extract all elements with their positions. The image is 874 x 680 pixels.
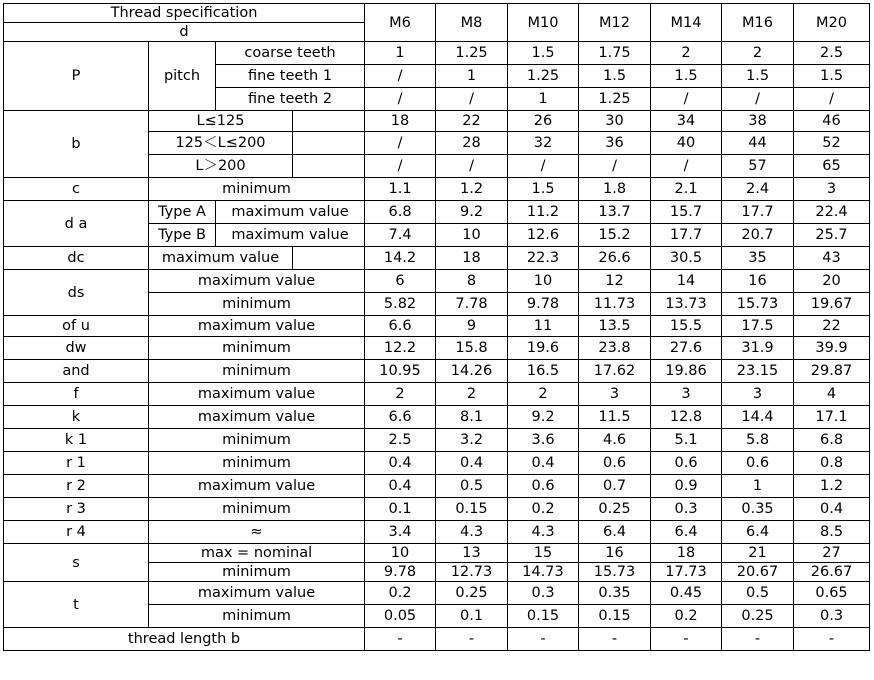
cell: 0.05 xyxy=(365,605,436,628)
row-sublabel: maximum value xyxy=(149,475,365,498)
cell: 14.4 xyxy=(722,406,794,429)
cell: 11.2 xyxy=(508,201,579,224)
cell: 0.3 xyxy=(508,582,579,605)
cell: 14.2 xyxy=(365,247,436,270)
cell: 3.4 xyxy=(365,521,436,544)
cell: 2.1 xyxy=(651,178,722,201)
cell: 1.5 xyxy=(508,42,579,65)
cell: 0.25 xyxy=(722,605,794,628)
row-label: k xyxy=(4,406,149,429)
cell: 0.5 xyxy=(722,582,794,605)
cell: 19.67 xyxy=(794,293,870,316)
cell: 0.8 xyxy=(794,452,870,475)
cell: 1.5 xyxy=(579,65,651,88)
cell: 20.7 xyxy=(722,224,794,247)
cell: 23.8 xyxy=(579,337,651,360)
cell: 29.87 xyxy=(794,360,870,383)
row-label: r 3 xyxy=(4,498,149,521)
cell: 1.25 xyxy=(579,88,651,111)
cell: 40 xyxy=(651,132,722,155)
cell: 0.15 xyxy=(436,498,508,521)
cell: 0.4 xyxy=(436,452,508,475)
cell: / xyxy=(365,132,436,155)
row-sublabel: coarse teeth xyxy=(216,42,365,65)
cell: 14.26 xyxy=(436,360,508,383)
cell: 5.1 xyxy=(651,429,722,452)
cell: / xyxy=(365,65,436,88)
cell: 19.6 xyxy=(508,337,579,360)
cell: 2 xyxy=(365,383,436,406)
cell: 12.8 xyxy=(651,406,722,429)
empty-cell xyxy=(293,247,365,270)
cell: 36 xyxy=(579,132,651,155)
cell: 17.73 xyxy=(651,563,722,582)
cell: 9.78 xyxy=(508,293,579,316)
table-row xyxy=(4,452,870,475)
cell: 9.2 xyxy=(508,406,579,429)
row-label: s xyxy=(4,544,149,582)
cell: 9.2 xyxy=(436,201,508,224)
table-row xyxy=(4,628,870,651)
cell: 0.4 xyxy=(794,498,870,521)
row-label: dw xyxy=(4,337,149,360)
cell: 0.25 xyxy=(436,582,508,605)
cell: 6.6 xyxy=(365,316,436,337)
cell: 1 xyxy=(436,65,508,88)
cell: 0.6 xyxy=(651,452,722,475)
cell: 1 xyxy=(508,88,579,111)
cell: 6.8 xyxy=(794,429,870,452)
table-row xyxy=(4,582,870,605)
cell: / xyxy=(436,88,508,111)
cell: 2.5 xyxy=(794,42,870,65)
row-sublabel: maximum value xyxy=(149,383,365,406)
cell: 5.82 xyxy=(365,293,436,316)
cell: 17.5 xyxy=(722,316,794,337)
row-label: f xyxy=(4,383,149,406)
row-sublabel: maximum value xyxy=(216,201,365,224)
table-row xyxy=(4,247,870,270)
row-label: and xyxy=(4,360,149,383)
row-sublabel: maximum value xyxy=(149,406,365,429)
cell: - xyxy=(794,628,870,651)
thread-spec-label: Thread specification xyxy=(4,4,365,23)
cell: 0.1 xyxy=(365,498,436,521)
cell: 1.8 xyxy=(579,178,651,201)
cell: 11.73 xyxy=(579,293,651,316)
cell: 3.2 xyxy=(436,429,508,452)
cell: 2 xyxy=(651,42,722,65)
cell: 2.4 xyxy=(722,178,794,201)
cell: 6.8 xyxy=(365,201,436,224)
cell: 0.65 xyxy=(794,582,870,605)
row-sublabel: maximum value xyxy=(149,270,365,293)
empty-cell xyxy=(293,111,365,132)
row-label: P xyxy=(4,42,149,111)
cell: 1.75 xyxy=(579,42,651,65)
cell: 22.4 xyxy=(794,201,870,224)
cell: 17.62 xyxy=(579,360,651,383)
table-row xyxy=(4,337,870,360)
cell: 14 xyxy=(651,270,722,293)
d-label: d xyxy=(4,23,365,42)
cell: 6.4 xyxy=(579,521,651,544)
table-row xyxy=(4,316,870,337)
cell: 52 xyxy=(794,132,870,155)
cell: 0.5 xyxy=(436,475,508,498)
cell: 23.15 xyxy=(722,360,794,383)
row-label: r 4 xyxy=(4,521,149,544)
cell: 15.73 xyxy=(722,293,794,316)
cell: - xyxy=(651,628,722,651)
cell: 26.67 xyxy=(794,563,870,582)
cell: 44 xyxy=(722,132,794,155)
row-sublabel: L＞200 xyxy=(149,155,293,178)
size-header: M20 xyxy=(794,4,870,42)
row-sublabel: fine teeth 2 xyxy=(216,88,365,111)
cell: 0.45 xyxy=(651,582,722,605)
row-sublabel: minimum xyxy=(149,429,365,452)
row-sublabel: minimum xyxy=(149,337,365,360)
cell: 1.1 xyxy=(365,178,436,201)
cell: 12.6 xyxy=(508,224,579,247)
cell: 0.4 xyxy=(508,452,579,475)
cell: - xyxy=(436,628,508,651)
cell: 10 xyxy=(508,270,579,293)
cell: 34 xyxy=(651,111,722,132)
cell: 15.73 xyxy=(579,563,651,582)
cell: 0.6 xyxy=(508,475,579,498)
cell: 0.6 xyxy=(722,452,794,475)
row-sublabel: Type B xyxy=(149,224,216,247)
cell: 6.6 xyxy=(365,406,436,429)
cell: 3.6 xyxy=(508,429,579,452)
cell: 16 xyxy=(722,270,794,293)
cell: 4.3 xyxy=(508,521,579,544)
cell: 32 xyxy=(508,132,579,155)
cell: 0.2 xyxy=(365,582,436,605)
cell: 0.15 xyxy=(579,605,651,628)
cell: / xyxy=(651,88,722,111)
cell: 35 xyxy=(722,247,794,270)
cell: 30 xyxy=(579,111,651,132)
size-header: M6 xyxy=(365,4,436,42)
cell: 22 xyxy=(794,316,870,337)
table-row xyxy=(4,429,870,452)
table-row xyxy=(4,360,870,383)
row-label: of u xyxy=(4,316,149,337)
cell: 0.3 xyxy=(651,498,722,521)
cell: 46 xyxy=(794,111,870,132)
cell: 57 xyxy=(722,155,794,178)
row-label: thread length b xyxy=(4,628,365,651)
table-row-header-1 xyxy=(4,4,870,23)
table-row xyxy=(4,178,870,201)
row-sublabel: maximum value xyxy=(149,316,365,337)
row-label: k 1 xyxy=(4,429,149,452)
cell: 31.9 xyxy=(722,337,794,360)
cell: / xyxy=(651,155,722,178)
cell: 19.86 xyxy=(651,360,722,383)
cell: 0.35 xyxy=(722,498,794,521)
cell: 0.3 xyxy=(794,605,870,628)
cell: 3 xyxy=(722,383,794,406)
row-sublabel: Type A xyxy=(149,201,216,224)
row-label: dc xyxy=(4,247,149,270)
cell: 2 xyxy=(436,383,508,406)
cell: / xyxy=(794,88,870,111)
cell: 2.5 xyxy=(365,429,436,452)
row-sublabel: minimum xyxy=(149,452,365,475)
cell: 5.8 xyxy=(722,429,794,452)
row-sublabel: maximum value xyxy=(149,247,293,270)
size-header: M10 xyxy=(508,4,579,42)
cell: 22.3 xyxy=(508,247,579,270)
empty-cell xyxy=(293,155,365,178)
row-sublabel: ≈ xyxy=(149,521,365,544)
cell: 6.4 xyxy=(722,521,794,544)
table-row xyxy=(4,111,870,132)
cell: 15.8 xyxy=(436,337,508,360)
cell: 15.5 xyxy=(651,316,722,337)
cell: 0.2 xyxy=(508,498,579,521)
cell: 12 xyxy=(579,270,651,293)
cell: 9 xyxy=(436,316,508,337)
cell: 1.5 xyxy=(722,65,794,88)
cell: 10 xyxy=(365,544,436,563)
cell: 1.2 xyxy=(794,475,870,498)
size-header: M12 xyxy=(579,4,651,42)
cell: 13 xyxy=(436,544,508,563)
cell: 3 xyxy=(794,178,870,201)
cell: 0.15 xyxy=(508,605,579,628)
cell: 18 xyxy=(436,247,508,270)
cell: 9.78 xyxy=(365,563,436,582)
cell: 16 xyxy=(579,544,651,563)
cell: 1.5 xyxy=(508,178,579,201)
cell: 0.4 xyxy=(365,475,436,498)
cell: 28 xyxy=(436,132,508,155)
cell: / xyxy=(508,155,579,178)
cell: 0.4 xyxy=(365,452,436,475)
cell: 17.7 xyxy=(722,201,794,224)
table-row xyxy=(4,475,870,498)
cell: 8.1 xyxy=(436,406,508,429)
cell: 4 xyxy=(794,383,870,406)
cell: - xyxy=(579,628,651,651)
cell: 7.78 xyxy=(436,293,508,316)
row-label: t xyxy=(4,582,149,628)
row-sublabel: minimum xyxy=(149,563,365,582)
cell: 17.7 xyxy=(651,224,722,247)
row-sublabel: minimum xyxy=(149,178,365,201)
cell: 20.67 xyxy=(722,563,794,582)
cell: 30.5 xyxy=(651,247,722,270)
cell: 1 xyxy=(365,42,436,65)
cell: 8 xyxy=(436,270,508,293)
row-sublabel: pitch xyxy=(149,42,216,111)
cell: 15.2 xyxy=(579,224,651,247)
cell: / xyxy=(365,155,436,178)
row-sublabel: minimum xyxy=(149,360,365,383)
cell: - xyxy=(365,628,436,651)
cell: 26.6 xyxy=(579,247,651,270)
cell: 1.5 xyxy=(651,65,722,88)
table-row xyxy=(4,406,870,429)
cell: 15 xyxy=(508,544,579,563)
cell: 6.4 xyxy=(651,521,722,544)
cell: 20 xyxy=(794,270,870,293)
cell: 13.7 xyxy=(579,201,651,224)
cell: 8.5 xyxy=(794,521,870,544)
row-sublabel: maximum value xyxy=(216,224,365,247)
table-row xyxy=(4,42,870,65)
size-header: M8 xyxy=(436,4,508,42)
cell: 1 xyxy=(722,475,794,498)
cell: 18 xyxy=(651,544,722,563)
cell: 4.3 xyxy=(436,521,508,544)
size-header: M16 xyxy=(722,4,794,42)
cell: 15.7 xyxy=(651,201,722,224)
cell: 13.73 xyxy=(651,293,722,316)
row-sublabel: fine teeth 1 xyxy=(216,65,365,88)
table-row xyxy=(4,201,870,224)
thread-spec-table xyxy=(3,3,870,651)
table-row xyxy=(4,270,870,293)
cell: 0.6 xyxy=(579,452,651,475)
row-sublabel: L≤125 xyxy=(149,111,293,132)
cell: 0.1 xyxy=(436,605,508,628)
cell: 27 xyxy=(794,544,870,563)
cell: 0.2 xyxy=(651,605,722,628)
cell: 26 xyxy=(508,111,579,132)
cell: 3 xyxy=(651,383,722,406)
cell: / xyxy=(579,155,651,178)
cell: 11.5 xyxy=(579,406,651,429)
row-label: r 2 xyxy=(4,475,149,498)
cell: 1.5 xyxy=(794,65,870,88)
cell: 0.7 xyxy=(579,475,651,498)
row-sublabel: max = nominal xyxy=(149,544,365,563)
row-sublabel: 125＜L≤200 xyxy=(149,132,293,155)
cell: 0.25 xyxy=(579,498,651,521)
cell: 2 xyxy=(722,42,794,65)
cell: 10 xyxy=(436,224,508,247)
cell: / xyxy=(722,88,794,111)
row-sublabel: minimum xyxy=(149,605,365,628)
cell: - xyxy=(508,628,579,651)
row-label: ds xyxy=(4,270,149,316)
cell: 43 xyxy=(794,247,870,270)
cell: 1.25 xyxy=(436,42,508,65)
row-label: c xyxy=(4,178,149,201)
cell: 65 xyxy=(794,155,870,178)
row-sublabel: maximum value xyxy=(149,582,365,605)
cell: 18 xyxy=(365,111,436,132)
cell: 0.35 xyxy=(579,582,651,605)
row-label: b xyxy=(4,111,149,178)
cell: 2 xyxy=(508,383,579,406)
cell: 12.73 xyxy=(436,563,508,582)
cell: 6 xyxy=(365,270,436,293)
cell: / xyxy=(436,155,508,178)
cell: 7.4 xyxy=(365,224,436,247)
cell: 4.6 xyxy=(579,429,651,452)
cell: 12.2 xyxy=(365,337,436,360)
cell: 22 xyxy=(436,111,508,132)
cell: 25.7 xyxy=(794,224,870,247)
row-sublabel: minimum xyxy=(149,498,365,521)
cell: 13.5 xyxy=(579,316,651,337)
row-sublabel: minimum xyxy=(149,293,365,316)
cell: 0.9 xyxy=(651,475,722,498)
cell: 39.9 xyxy=(794,337,870,360)
cell: 14.73 xyxy=(508,563,579,582)
cell: / xyxy=(365,88,436,111)
cell: 3 xyxy=(579,383,651,406)
empty-cell xyxy=(293,132,365,155)
cell: 1.2 xyxy=(436,178,508,201)
cell: 17.1 xyxy=(794,406,870,429)
row-label: r 1 xyxy=(4,452,149,475)
table-row xyxy=(4,521,870,544)
cell: 16.5 xyxy=(508,360,579,383)
table-row xyxy=(4,383,870,406)
cell: 10.95 xyxy=(365,360,436,383)
table-row xyxy=(4,498,870,521)
cell: - xyxy=(722,628,794,651)
cell: 11 xyxy=(508,316,579,337)
table-row xyxy=(4,544,870,563)
size-header: M14 xyxy=(651,4,722,42)
cell: 27.6 xyxy=(651,337,722,360)
cell: 38 xyxy=(722,111,794,132)
row-label: d a xyxy=(4,201,149,247)
cell: 1.25 xyxy=(508,65,579,88)
cell: 21 xyxy=(722,544,794,563)
